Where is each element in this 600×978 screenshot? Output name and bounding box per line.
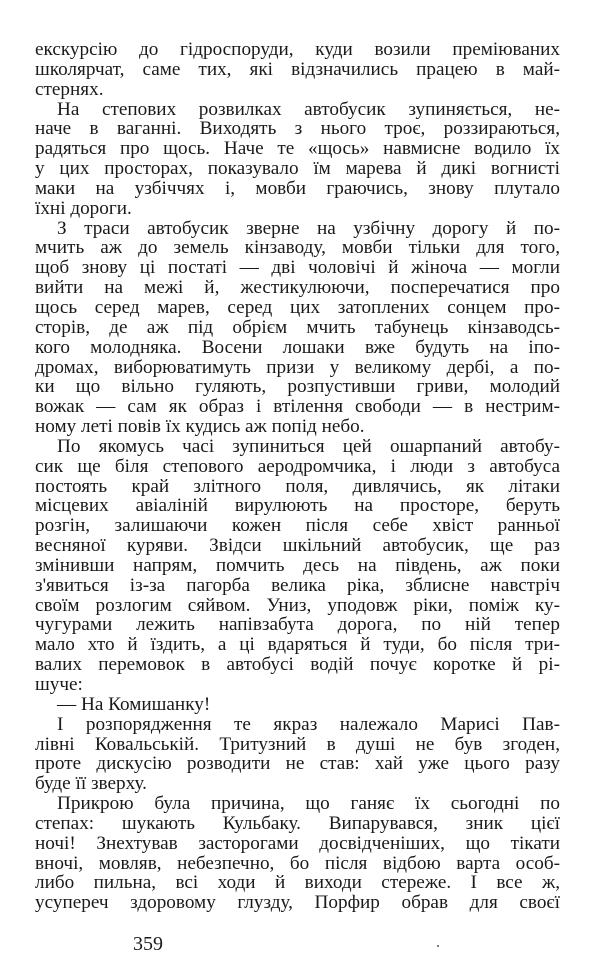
text-line: степах: шукають Кульбаку. Випарувався, зник цієї <box>35 812 560 834</box>
text-line: місцевих авіаліній вирулюють на просторе, беруть <box>35 495 560 517</box>
text-line: сторів, де аж під обрієм мчить табунець кінзаводсь- <box>35 316 560 338</box>
dialogue-paragraph <box>35 695 560 715</box>
page-number: 359 <box>133 933 163 955</box>
text-line: екскурсію до гідроспоруди, куди возили преміюваних <box>35 39 560 60</box>
text-line: кого молодняка. Восени лошаки вже будуть на іпо- <box>35 336 560 358</box>
text-line: чугурами лежить напівзабута дорога, по ній тепер <box>35 614 560 636</box>
text-line: змінивши напрям, помчить десь на південь, аж поки <box>35 554 560 576</box>
text-line: стернях. <box>35 78 104 100</box>
text-line: вожак — сам як образ і втілення свободи — в нестрим- <box>35 396 560 418</box>
text-line: маки на узбіччях і, мовби граючись, знову плутало <box>35 177 560 199</box>
text-line: На степових розвилках автобусик зупиняється, не- <box>57 98 560 120</box>
paragraph <box>35 794 560 913</box>
text-line: щось серед марев, серед цих затоплених сонцем про- <box>35 296 560 318</box>
text-line: По якомусь часі зупиниться цей ошарпаний автобу- <box>57 435 560 457</box>
page-body <box>35 40 560 913</box>
text-line: лівні Ковальській. Тритузний в душі не був згоден, <box>35 733 560 755</box>
text-line: з'явиться із-за пагорба велика ріка, зблисне навстріч <box>35 574 560 596</box>
text-line: наче в ваганні. Виходять з нього троє, роззираються, <box>35 118 560 140</box>
text-line: їхні дороги. <box>35 197 132 219</box>
paragraph <box>35 40 560 100</box>
text-line: сик ще біля степового аеродромчика, і люди з автобуса <box>35 455 560 477</box>
paragraph <box>35 100 560 219</box>
text-line: І розпорядження те якраз належало Марисі Пав- <box>57 713 560 735</box>
text-line: школярчат, саме тих, які відзначились працею в май- <box>35 58 560 80</box>
text-line: дромах, виборюватимуть призи у великому дербі, а по- <box>35 356 560 378</box>
text-line: ному леті повів їх кудись аж попід небо. <box>35 416 365 438</box>
paragraph <box>35 715 560 794</box>
text-line: весняної куряви. Звідси шкільний автобусик, ще раз <box>35 535 560 557</box>
text-line: мчить аж до земель кінзаводу, мовби тільки для того, <box>35 237 560 259</box>
text-line: розгін, залишаючи кожен після себе хвіст ранньої <box>35 515 560 537</box>
text-line: мало хто й їздить, а ці вдаряться й туди, бо після три- <box>35 634 560 656</box>
text-line: либо пильна, всі ходи й виходи стереже. І все ж, <box>35 872 560 894</box>
text-line: проте дискусію розводити не став: хай уже цього разу <box>35 753 560 775</box>
text-line: валих перемовок в автобусі водій почує коротке й рі- <box>35 654 560 676</box>
text-line: у цих просторах, показувало їм марева й дикі вогнисті <box>35 158 560 180</box>
text-line: радяться про щось. Наче те «щось» навмисне водило їх <box>35 138 560 160</box>
text-line: вночі, мовляв, небезпечно, бо після відбою варта особ- <box>35 852 560 874</box>
text-line: вийти на межі й, жестикулюючи, посперечатися про <box>35 277 560 299</box>
text-line: усупереч здоровому глузду, Порфир обрав для своєї <box>35 892 560 914</box>
text-line: своїм розлогим сяйвом. Униз, уподовж ріки, поміж ку- <box>35 594 560 616</box>
text-line: постоять край злітного поля, дивлячись, як літаки <box>35 475 560 497</box>
text-line: Прикрою була причина, що ганяє їх сьогодні по <box>57 793 560 815</box>
paragraph <box>35 219 560 437</box>
text-line: ночі! Знехтував засторогами досвідченіших, що тікати <box>35 832 560 854</box>
text-line: щоб знову ці постаті — дві чоловічі й жіноча — могли <box>35 257 560 279</box>
text-line: З траси автобусик зверне на узбічну дорогу й по- <box>57 217 560 239</box>
text-line: буде її зверху. <box>35 773 147 795</box>
dialogue-line: — На Комишанку! <box>57 693 211 715</box>
text-line: ки що вільно гуляють, розпустивши гриви, молодий <box>35 376 560 398</box>
paragraph <box>35 437 560 695</box>
text-line: шуче: <box>35 674 83 695</box>
scan-speck <box>437 945 439 947</box>
